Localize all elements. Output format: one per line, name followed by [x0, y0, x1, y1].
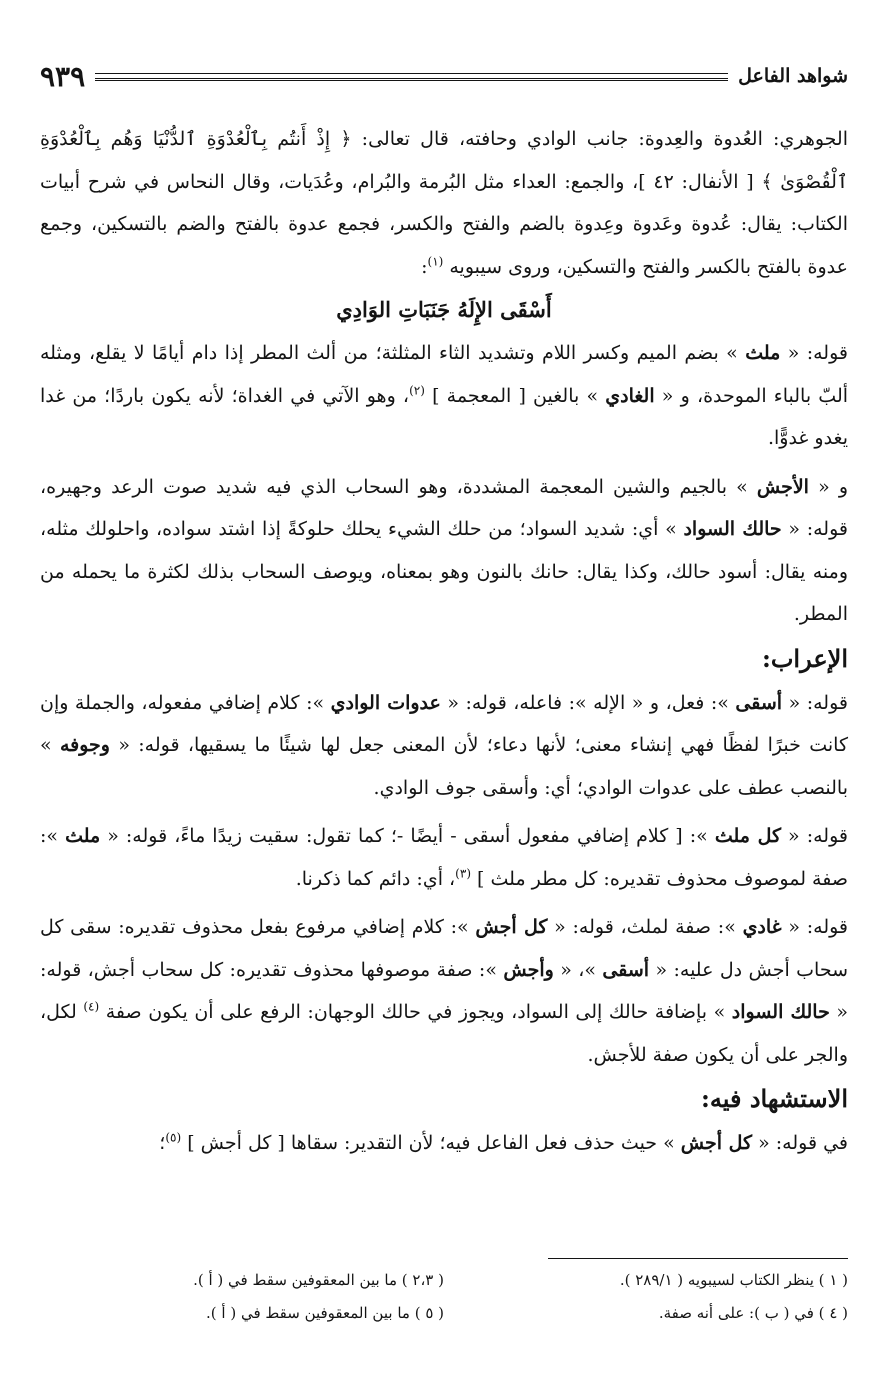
- footnote-marker: (٣): [455, 866, 471, 881]
- footnote-row: [40, 1297, 848, 1330]
- page-body: [40, 118, 848, 1165]
- footnotes: [40, 1264, 848, 1330]
- text-span: الجوهري: العُدوة والعِدوة: جانب الوادي وحافته، قال تعالى: ﴿ إِذْ أَنتُم بِٱلْعُدْوَةِ ٱلدُّنْيَا وَهُم بِٱلْعُدْوَةِ ٱلْقُصْوَىٰ ﴾ [ الأنفال: ٤٢ ]، والجمع: العداء مثل البُرمة والبُرام، وعُدَيات، وقال النحاس في شرح أبيات الكتاب: يقال: عُدوة وعَدوة وعِدوة بالضم والفتح والكسر، فجمع عدوة بالفتح والضم بالتسكين، وجمع عدوة بالفتح بالكسر والفتح والتسكين، وروى سيبويه: [40, 128, 848, 278]
- keyword: وجوفه: [59, 734, 110, 756]
- text-span: ، وهو الآتي في الغداة؛ لأنه يكون باردًا؛ من غدا يغدو غدوًّا.: [40, 384, 848, 449]
- keyword: حالك السواد: [683, 518, 782, 540]
- header-rule: [95, 73, 728, 81]
- text-span: »، «: [553, 958, 603, 981]
- text-span: » بالجيم والشين المعجمة المشددة، وهو السحاب الذي فيه شديد صوت الرعد وجهيره، قوله: «: [40, 475, 848, 540]
- footnote-2-3: ( ٢،٣ ) ما بين المعقوفين سقط في ( أ ).: [193, 1271, 444, 1289]
- text-span: :: [421, 255, 428, 278]
- footnote-1: ( ١ ) ينظر الكتاب لسيبويه ( ٢٨٩/١ ).: [619, 1271, 848, 1289]
- running-title: شواهد الفاعل: [738, 65, 848, 87]
- keyword: أسقى: [735, 691, 783, 714]
- text-span: » أي: شديد السواد؛ من حلك الشيء يحلك حلوكةً إذا اشتد سواده، واحلولك مثله، ومنه يقال: أسود حالك، وكذا يقال: حانك بالنون وهو بمعناه، ويوصف السحاب بذلك لكثرة ما يحمله من المطر.: [40, 518, 848, 625]
- text-span: » بضم الميم وكسر اللام وتشديد الثاء المثلثة؛ من ألث المطر إذا دام أيامًا لا يقلع، ومثله ألبّ بالباء الموحدة، و «: [40, 342, 849, 407]
- poetry-verse: أَسْقَى الإِلَهُ جَنَبَاتِ الوَادِي: [336, 297, 552, 322]
- text-span: » بالغين [ المعجمة ]: [424, 384, 606, 407]
- paragraph-ajash: [40, 466, 848, 636]
- footnote-4: ( ٤ ) في ( ب ): على أنه صفة.: [658, 1304, 848, 1322]
- footnote-row: [40, 1264, 848, 1297]
- text-span: ، أي: دائم كما ذكرنا.: [295, 867, 456, 890]
- text-span: لكل، والجر على أن يكون صفة للأجش.: [40, 1001, 848, 1066]
- keyword: كل أجش: [475, 916, 548, 938]
- footnote-marker: (٢): [409, 383, 425, 398]
- text-span: »: كلام إضافي مرفوع بفعل محذوف تقديره: سقى كل سحاب أجش دل عليه: «: [40, 916, 849, 981]
- text-span: » حيث حذف فعل الفاعل فيه؛ لأن التقدير: سقاها [ كل أجش ]: [181, 1132, 681, 1154]
- text-span: قوله: «: [781, 916, 849, 938]
- paragraph-irab-3: [40, 906, 848, 1076]
- text-span: »: [ كلام إضافي مفعول أسقى - أيضًا -؛ كما تقول: سقيت زيدًا ماءً، قوله: «: [100, 825, 715, 847]
- page-header: [40, 58, 848, 94]
- keyword: وأجش: [503, 958, 554, 981]
- paragraph-irab-2: [40, 815, 848, 900]
- text-span: ؛: [159, 1132, 166, 1154]
- footnote-separator: [548, 1258, 848, 1259]
- footnote-5: ( ٥ ) ما بين المعقوفين سقط في ( أ ).: [206, 1304, 444, 1322]
- text-span: »: فعل، و « الإله »: فاعله، قوله: «: [440, 691, 736, 714]
- text-span: قوله: «: [782, 691, 848, 714]
- keyword: غادي: [742, 916, 782, 938]
- text-span: قوله: «: [781, 825, 848, 847]
- text-span: »: كلام إضافي مفعوله، والجملة وإن كانت خبرًا لفظًا فهي إنشاء معنى؛ لأنها دعاء؛ لأن المعنى جعل لها شيئًا ما يسقيها، قوله: «: [40, 691, 848, 756]
- keyword: الأجش: [756, 475, 809, 498]
- keyword: كل أجش: [680, 1132, 753, 1154]
- text-span: »: صفة لموصوف محذوف تقديره: كل مطر ملث ]: [40, 825, 848, 890]
- footnote-marker: (٥): [165, 1130, 182, 1145]
- keyword: عدوات الوادي: [330, 691, 441, 714]
- section-heading-istishhad: الاستشهاد فيه:: [701, 1084, 848, 1113]
- keyword: أسقى: [602, 958, 650, 981]
- footnote-marker: (١): [427, 254, 444, 269]
- text-span: في قوله: «: [752, 1132, 848, 1154]
- page-number: ٩٣٩: [40, 59, 86, 93]
- text-span: قوله: «: [780, 342, 848, 364]
- keyword: حالك السواد: [731, 1001, 830, 1023]
- text-span: »: صفة موصوفها محذوف تقديره: كل سحاب أجش، قوله: «: [40, 958, 849, 1023]
- text-span: و «: [808, 475, 848, 498]
- text-span: » بالنصب عطف على عدوات الوادي؛ أي: وأسقى جوف الوادي.: [40, 734, 848, 799]
- text-span: » بإضافة حالك إلى السواد، ويجوز في حالك الوجهان: الرفع على أن يكون صفة: [99, 1001, 732, 1023]
- paragraph-mulith: [40, 332, 848, 460]
- paragraph-irab-1: [40, 682, 848, 810]
- keyword: الغادي: [605, 384, 655, 407]
- keyword: ملث: [745, 342, 781, 364]
- keyword: كل ملث: [714, 825, 782, 847]
- keyword: ملث: [65, 825, 101, 847]
- text-span: »: صفة لملث، قوله: «: [547, 916, 743, 938]
- section-heading-irab: الإعراب:: [761, 643, 848, 673]
- paragraph-jawhari: [40, 118, 848, 288]
- paragraph-istishhad: [40, 1122, 848, 1165]
- footnote-marker: (٤): [83, 999, 100, 1014]
